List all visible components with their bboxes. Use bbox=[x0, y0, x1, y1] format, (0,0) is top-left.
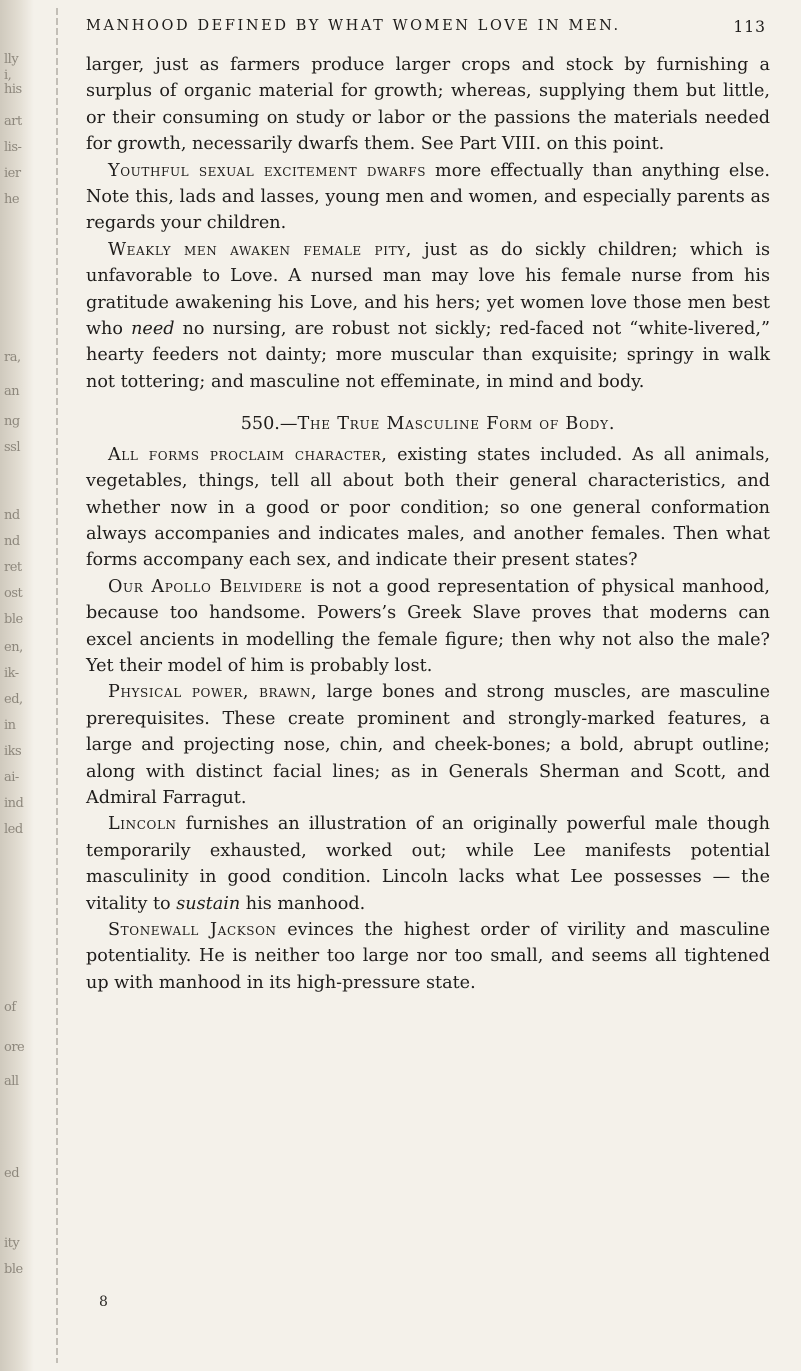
gutter-fragment: ret bbox=[4, 560, 22, 575]
lead-in: Physical power, bbox=[108, 682, 250, 703]
gutter-fragment: ble bbox=[4, 1262, 23, 1277]
paragraph-text: large bones and strong muscles, are masculine prerequisites. These create prominent and strongly-marked features, a large and projecting nose, chin, and cheek-bones; a bold, abrupt outline; along with distinct facial lines; as in Generals Sherman and Scott, and Admiral Farragut. bbox=[86, 682, 770, 808]
gutter-fragment: nd bbox=[4, 508, 20, 523]
paragraph-text: his manhood. bbox=[240, 893, 366, 914]
gutter-fragment: iks bbox=[4, 744, 22, 759]
gutter-fragment: ai- bbox=[4, 770, 19, 785]
paragraph-text: more effectually than anything else. Note this, lads and lasses, young men and women, and especially parents as regards your children. bbox=[86, 160, 771, 234]
gutter-fragment: ost bbox=[4, 586, 23, 601]
paragraph bbox=[86, 158, 770, 237]
paragraph bbox=[86, 574, 770, 680]
bleed-through-fragments bbox=[0, 0, 40, 1371]
gutter-fragment: lly bbox=[4, 52, 19, 67]
gutter-fragment: ind bbox=[4, 796, 24, 811]
body-text bbox=[86, 52, 770, 996]
paragraph bbox=[86, 52, 770, 158]
paragraph-text: furnishes an illustration of an originally powerful male though temporarily exhausted, worked out; while Lee manifests potential masculinity in good condition. Lincoln lacks what Lee possesses — the vitality to bbox=[86, 814, 770, 914]
running-header bbox=[86, 18, 766, 48]
gutter-fragment: lis- bbox=[4, 140, 22, 155]
gutter-fragment: ier bbox=[4, 166, 21, 181]
gutter-fragment: led bbox=[4, 822, 23, 837]
paragraph-text: is not a good representation of physical manhood, because too handsome. Powers’s Greek Slave proves that moderns can excel ancients in modelling the female figure; then why not also the male? Yet their model of him is probably lost. bbox=[86, 576, 770, 676]
paragraph bbox=[86, 237, 770, 395]
paragraph bbox=[86, 917, 770, 996]
gutter-fragment: ity bbox=[4, 1236, 20, 1251]
lead-in: Lincoln bbox=[108, 814, 177, 835]
paragraph-text: existing states included. As all animals, vegetables, things, tell all about both their general characteristics, and whether now in a good or poor condition; so one general conformation always accompanies and indicates males, and another females. Then what forms accompany each sex, and indicate their present states? bbox=[86, 444, 770, 571]
gutter-fragment: he bbox=[4, 192, 20, 207]
section-title: The True Masculine Form of Body. bbox=[297, 414, 616, 435]
paragraph-text: just as do sickly children; which is unfavorable to Love. A nursed man may love his female nurse from his gratitude awakening his Love, and his hers; yet women love those men best who bbox=[86, 239, 770, 340]
running-head-title: MANHOOD DEFINED BY WHAT WOMEN LOVE IN MEN. bbox=[86, 18, 621, 34]
signature-mark: 8 bbox=[99, 1294, 108, 1310]
gutter-fragment: ore bbox=[4, 1040, 25, 1055]
gutter-fragment: ed bbox=[4, 1166, 20, 1181]
margin-rule bbox=[56, 8, 58, 1363]
page-number: 113 bbox=[733, 18, 766, 36]
gutter-fragment: ed, bbox=[4, 692, 23, 707]
gutter-fragment: an bbox=[4, 384, 20, 399]
lead-in: Weakly men awaken female pity, bbox=[108, 239, 412, 260]
lead-in: Our Apollo Belvidere bbox=[108, 576, 303, 597]
lead-in: All forms proclaim character, bbox=[108, 444, 388, 465]
gutter-fragment: i, bbox=[4, 68, 12, 83]
gutter-fragment: in bbox=[4, 718, 16, 733]
section-number: 550.— bbox=[240, 414, 298, 435]
gutter-fragment: en, bbox=[4, 640, 23, 655]
gutter-fragment: ble bbox=[4, 612, 23, 627]
gutter-fragment: ik- bbox=[4, 666, 19, 681]
lead-in: Stonewall Jackson bbox=[108, 920, 277, 940]
emphasis: need bbox=[131, 319, 175, 340]
lead-in: Youthful sexual excitement dwarfs bbox=[108, 160, 427, 181]
paragraph-text: larger, just as farmers produce larger crops and stock by furnishing a surplus of organic material for growth; whereas, supplying them but little, or their consuming on study or labor or the passions the materials needed for growth, necessarily dwarfs them. See Part VIII. on this point. bbox=[86, 55, 770, 155]
gutter-fragment: nd bbox=[4, 534, 20, 549]
paragraph-text: evinces the highest order of virility and masculine potentiality. He is neither too large nor too small, and seems all tightened up with manhood in its high-pressure state. bbox=[86, 920, 770, 993]
paragraph bbox=[86, 442, 770, 574]
paragraph-text: no nursing, are robust not sickly; red-faced not “white-livered,” hearty feeders not dainty; more muscular than exquisite; springy in walk not tottering; and masculine not effeminate, in mind and body. bbox=[86, 319, 771, 392]
gutter-fragment: of bbox=[4, 1000, 16, 1015]
gutter-fragment: ng bbox=[4, 414, 20, 429]
emphasis: sustain bbox=[176, 893, 241, 914]
paragraph bbox=[86, 679, 770, 811]
gutter-fragment: art bbox=[4, 114, 22, 129]
gutter-fragment: all bbox=[4, 1074, 19, 1089]
gutter-fragment: ssl bbox=[4, 440, 21, 455]
gutter-fragment: his bbox=[4, 82, 22, 97]
paragraph bbox=[86, 811, 770, 917]
lead-in-2: brawn, bbox=[249, 682, 318, 703]
gutter-fragment: ra, bbox=[4, 350, 21, 365]
section-heading bbox=[86, 411, 770, 437]
